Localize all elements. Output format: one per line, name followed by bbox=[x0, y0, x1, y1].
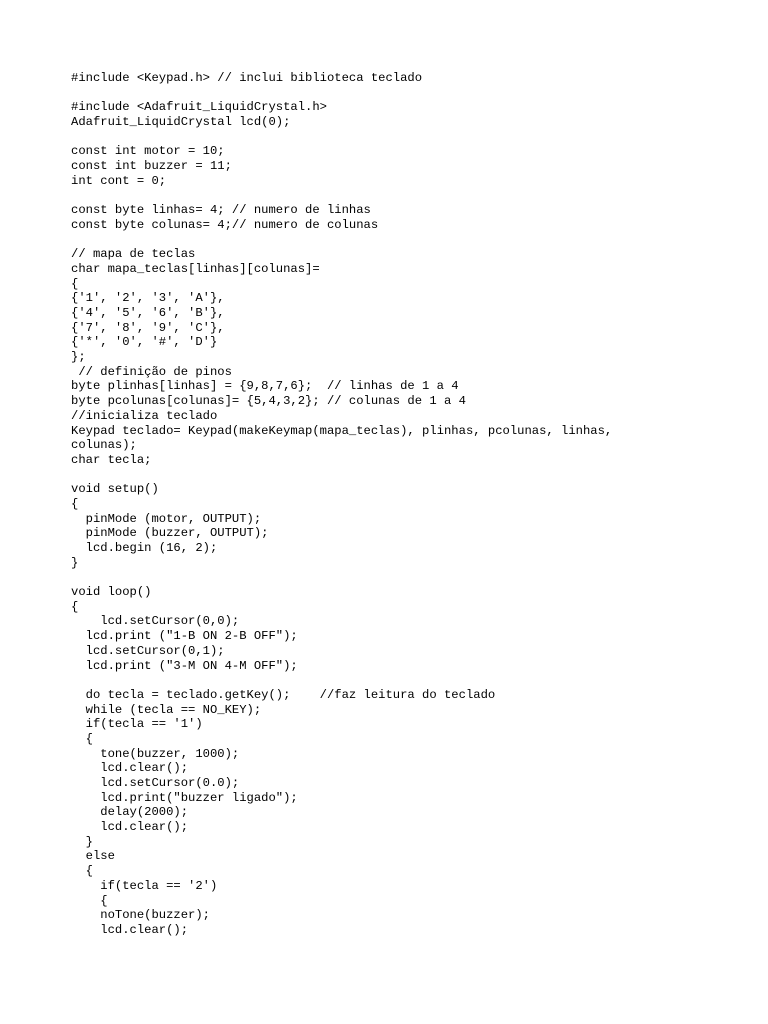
code-line: #include <Adafruit_LiquidCrystal.h> bbox=[71, 100, 327, 115]
code-listing bbox=[71, 71, 751, 938]
code-line: }; bbox=[71, 350, 86, 365]
code-line: byte pcolunas[colunas]= {5,4,3,2}; // colunas de 1 a 4 bbox=[71, 394, 466, 409]
code-line: { bbox=[71, 496, 79, 511]
code-line: pinMode (buzzer, OUTPUT); bbox=[71, 526, 269, 541]
code-line: } bbox=[71, 555, 79, 570]
code-line: const int motor = 10; bbox=[71, 144, 225, 159]
code-line: do tecla = teclado.getKey(); //faz leitura do teclado bbox=[71, 687, 496, 702]
code-line bbox=[71, 673, 751, 688]
code-line: while (tecla == NO_KEY); bbox=[71, 702, 262, 717]
code-line: void loop() bbox=[71, 585, 152, 600]
code-line: { bbox=[71, 599, 79, 614]
code-line: delay(2000); bbox=[71, 805, 189, 820]
code-line: char mapa_teclas[linhas][colunas]= bbox=[71, 261, 320, 276]
code-line: char tecla; bbox=[71, 452, 152, 467]
code-line: const int buzzer = 11; bbox=[71, 159, 232, 174]
code-line: pinMode (motor, OUTPUT); bbox=[71, 511, 262, 526]
code-line: lcd.clear(); bbox=[71, 922, 189, 937]
code-line: {'4', '5', '6', 'B'}, bbox=[71, 306, 225, 320]
code-line bbox=[71, 570, 751, 585]
code-line: lcd.print ("3-M ON 4-M OFF"); bbox=[71, 658, 298, 673]
code-line: colunas); bbox=[71, 438, 137, 453]
code-line bbox=[71, 86, 751, 101]
code-line: const byte linhas= 4; // numero de linhas bbox=[71, 203, 371, 218]
code-line: // definição de pinos bbox=[71, 364, 232, 379]
code-line bbox=[71, 130, 751, 145]
code-line bbox=[71, 189, 751, 204]
code-line: { bbox=[71, 276, 79, 291]
code-line bbox=[71, 233, 751, 248]
code-line: Keypad teclado= Keypad(makeKeymap(mapa_teclas), plinhas, pcolunas, linhas, bbox=[71, 423, 613, 438]
code-line: { bbox=[71, 731, 93, 746]
code-line: lcd.begin (16, 2); bbox=[71, 541, 218, 555]
code-line: } bbox=[71, 834, 93, 849]
code-line: // mapa de teclas bbox=[71, 247, 196, 262]
code-line: lcd.clear(); bbox=[71, 761, 189, 776]
code-line: {'1', '2', '3', 'A'}, bbox=[71, 291, 225, 306]
code-line: lcd.setCursor(0,1); bbox=[71, 643, 225, 658]
code-line: byte plinhas[linhas] = {9,8,7,6}; // linhas de 1 a 4 bbox=[71, 379, 459, 394]
code-line: {'7', '8', '9', 'C'}, bbox=[71, 320, 225, 335]
code-line: {'*', '0', '#', 'D'} bbox=[71, 335, 218, 350]
code-line: #include <Keypad.h> // inclui biblioteca teclado bbox=[71, 71, 423, 85]
code-line: Adafruit_LiquidCrystal lcd(0); bbox=[71, 115, 291, 130]
code-line: lcd.print ("1-B ON 2-B OFF"); bbox=[71, 629, 298, 644]
code-line: tone(buzzer, 1000); bbox=[71, 746, 240, 761]
code-line: noTone(buzzer); bbox=[71, 908, 210, 923]
code-line: lcd.setCursor(0.0); bbox=[71, 776, 240, 790]
code-line: lcd.setCursor(0,0); bbox=[71, 614, 240, 629]
code-line: int cont = 0; bbox=[71, 173, 167, 188]
code-line: lcd.clear(); bbox=[71, 820, 189, 835]
code-line: lcd.print("buzzer ligado"); bbox=[71, 790, 298, 805]
code-line: if(tecla == '1') bbox=[71, 717, 203, 732]
code-line: const byte colunas= 4;// numero de colunas bbox=[71, 217, 379, 232]
code-line: { bbox=[71, 893, 108, 908]
code-line: void setup() bbox=[71, 482, 159, 497]
code-line: if(tecla == '2') bbox=[71, 878, 218, 893]
code-line: //inicializa teclado bbox=[71, 408, 218, 423]
code-line: { bbox=[71, 864, 93, 879]
code-line bbox=[71, 468, 751, 483]
code-line: else bbox=[71, 849, 115, 864]
